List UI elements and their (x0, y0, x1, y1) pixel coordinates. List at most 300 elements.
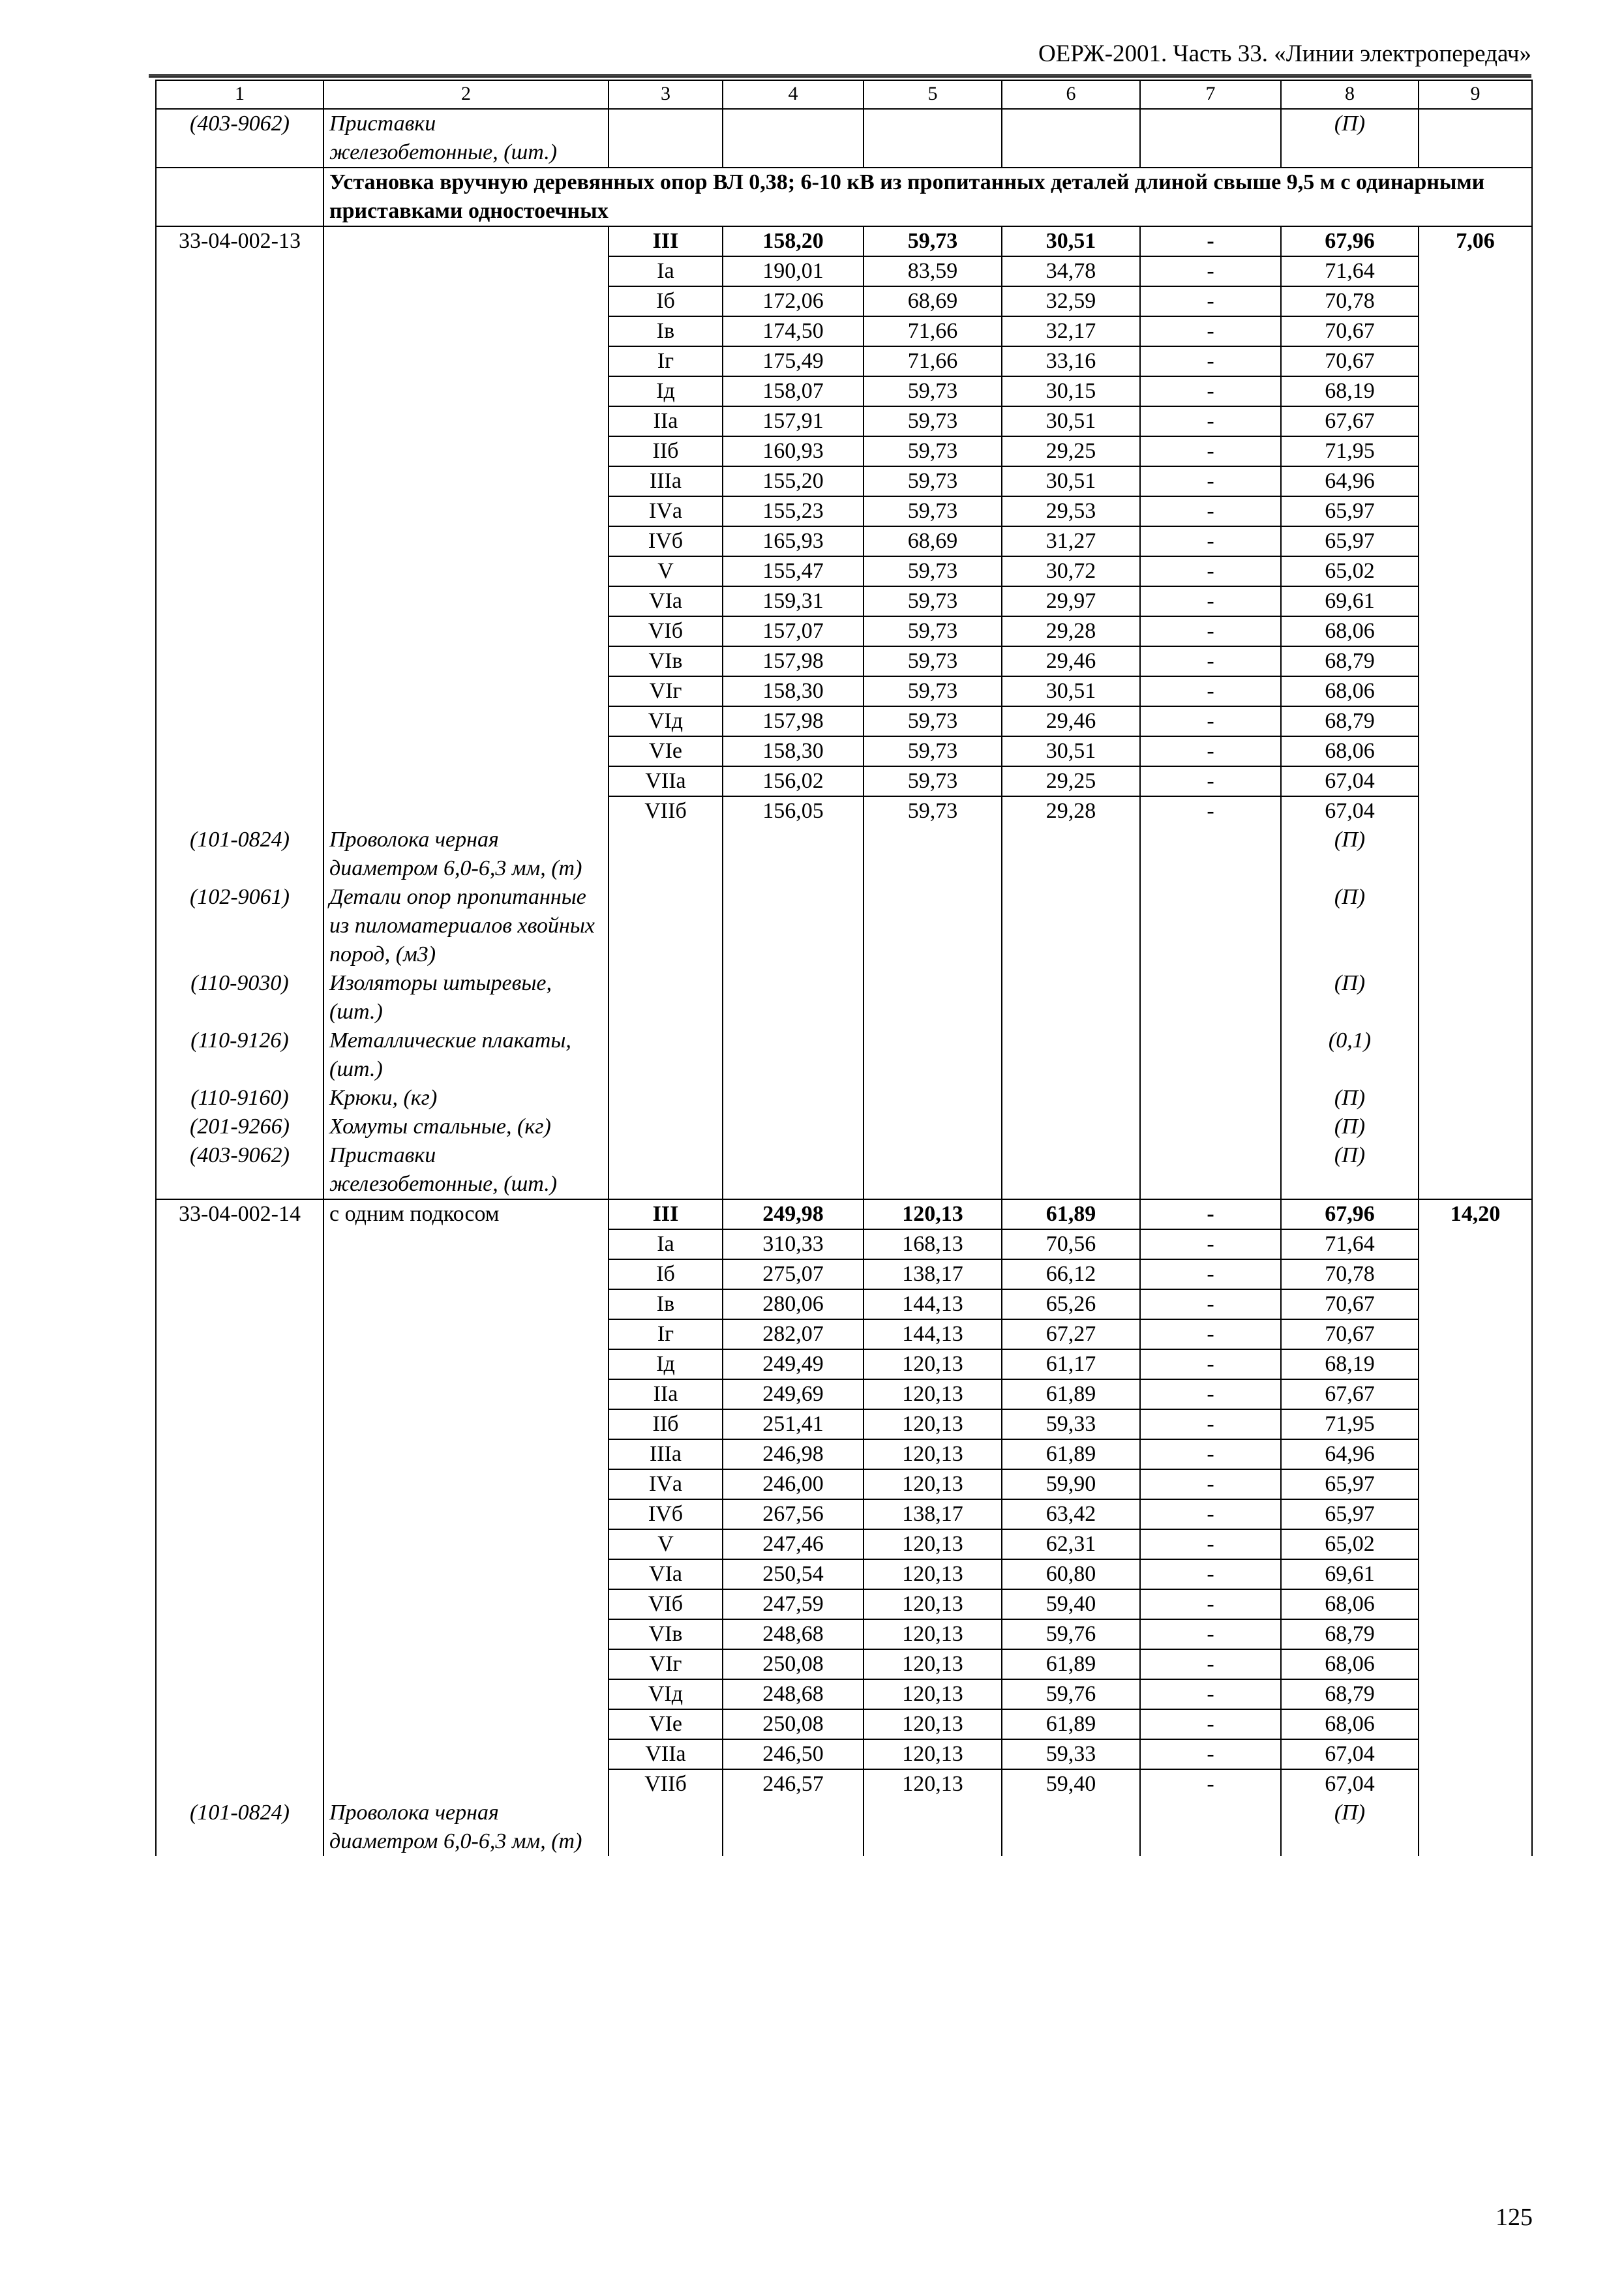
rate-value: 59,33 (1002, 1409, 1140, 1439)
empty-cell (156, 1229, 323, 1259)
rate-value: 174,50 (723, 316, 864, 346)
rate-value: 29,28 (1002, 616, 1140, 646)
empty-cell (156, 256, 323, 286)
rate-value: 275,07 (723, 1259, 864, 1289)
rate-value: 246,50 (723, 1739, 864, 1769)
rate-value: 32,17 (1002, 316, 1140, 346)
empty-cell (1419, 1799, 1532, 1856)
empty-cell (1419, 466, 1532, 496)
empty-cell (156, 1649, 323, 1679)
rate-value: 158,30 (723, 676, 864, 706)
rate-value: 155,47 (723, 556, 864, 586)
rate-value: 30,51 (1002, 466, 1140, 496)
rate-row (156, 1709, 1532, 1739)
empty-cell (156, 406, 323, 436)
empty-cell (323, 346, 609, 376)
rate-value: 120,13 (864, 1349, 1002, 1379)
empty-cell (1002, 1084, 1140, 1113)
rate-name (323, 226, 609, 256)
empty-cell (723, 1113, 864, 1141)
rate-value: 267,56 (723, 1499, 864, 1529)
rate-row (156, 1619, 1532, 1649)
empty-cell (156, 1679, 323, 1709)
empty-cell (323, 1589, 609, 1619)
empty-cell (156, 1619, 323, 1649)
empty-cell (323, 1649, 609, 1679)
rate-value: 61,89 (1002, 1709, 1140, 1739)
rate-value: 59,73 (864, 736, 1002, 766)
rate-value: 29,28 (1002, 796, 1140, 826)
empty-cell (156, 556, 323, 586)
resource-norm: (0,1) (1281, 1026, 1419, 1084)
rate-value: 172,06 (723, 286, 864, 316)
resource-name: Хомуты стальные, (кг) (323, 1113, 609, 1141)
rate-value: 68,06 (1281, 736, 1419, 766)
empty-cell (323, 526, 609, 556)
empty-cell (156, 1529, 323, 1559)
rate-row (156, 1409, 1532, 1439)
rate-value: - (1140, 376, 1281, 406)
zone-code: III (609, 226, 723, 256)
empty-cell (1419, 586, 1532, 616)
rate-value: 120,13 (864, 1559, 1002, 1589)
rate-row (156, 1679, 1532, 1709)
empty-cell (1419, 346, 1532, 376)
column-number: 5 (864, 80, 1002, 109)
zone-code: VIд (609, 1679, 723, 1709)
section-title-row (156, 168, 1532, 226)
zone-code: VIв (609, 646, 723, 676)
rate-value: - (1140, 1769, 1281, 1799)
resource-code: (101-0824) (156, 826, 323, 883)
zone-code: VIб (609, 1589, 723, 1619)
rate-value: 155,20 (723, 466, 864, 496)
empty-cell (323, 646, 609, 676)
rate-value: 250,54 (723, 1559, 864, 1589)
empty-cell (1419, 1289, 1532, 1319)
resource-row (156, 826, 1532, 883)
empty-cell (1419, 1379, 1532, 1409)
rate-value: 59,40 (1002, 1769, 1140, 1799)
empty-cell (1140, 1113, 1281, 1141)
resource-row (156, 109, 1532, 168)
empty-cell (156, 1769, 323, 1799)
rate-value: 32,59 (1002, 286, 1140, 316)
rate-value: - (1140, 586, 1281, 616)
rate-value: 30,51 (1002, 406, 1140, 436)
rate-value: 248,68 (723, 1679, 864, 1709)
rate-value: 157,98 (723, 706, 864, 736)
empty-cell (156, 316, 323, 346)
empty-cell (1419, 1709, 1532, 1739)
empty-cell (323, 1769, 609, 1799)
empty-cell (1419, 1319, 1532, 1349)
rate-value: - (1140, 1469, 1281, 1499)
empty-cell (609, 969, 723, 1026)
empty-cell (323, 286, 609, 316)
rate-value: 246,57 (723, 1769, 864, 1799)
rate-value: 30,15 (1002, 376, 1140, 406)
rate-row (156, 226, 1532, 256)
zone-code: Iа (609, 256, 723, 286)
empty-cell (1419, 676, 1532, 706)
empty-cell (156, 526, 323, 556)
empty-cell (864, 969, 1002, 1026)
empty-cell (1419, 1769, 1532, 1799)
rate-value: 66,12 (1002, 1259, 1140, 1289)
empty-cell (864, 1141, 1002, 1199)
column-number: 6 (1002, 80, 1140, 109)
rate-value: - (1140, 676, 1281, 706)
empty-cell (1419, 526, 1532, 556)
zone-code: Iг (609, 1319, 723, 1349)
empty-cell (1419, 646, 1532, 676)
rate-value: 156,05 (723, 796, 864, 826)
rate-row (156, 1499, 1532, 1529)
rate-value: - (1140, 526, 1281, 556)
rate-value: 120,13 (864, 1379, 1002, 1409)
empty-cell (1419, 1439, 1532, 1469)
empty-cell (723, 969, 864, 1026)
empty-cell (1419, 256, 1532, 286)
rate-value: 71,66 (864, 316, 1002, 346)
empty-cell (156, 1289, 323, 1319)
rate-value: 138,17 (864, 1259, 1002, 1289)
zone-code: Iг (609, 346, 723, 376)
empty-cell (1002, 1113, 1140, 1141)
resource-norm: (П) (1281, 1799, 1419, 1856)
empty-cell (1419, 406, 1532, 436)
empty-cell (323, 316, 609, 346)
rate-value: 120,13 (864, 1649, 1002, 1679)
zone-code: IIа (609, 1379, 723, 1409)
rate-code: 33-04-002-13 (156, 226, 323, 256)
empty-cell (323, 1349, 609, 1379)
resource-norm: (П) (1281, 969, 1419, 1026)
zone-code: VIе (609, 736, 723, 766)
empty-cell (1419, 1469, 1532, 1499)
empty-cell (156, 616, 323, 646)
resource-norm: (П) (1281, 1113, 1419, 1141)
column-number: 3 (609, 80, 723, 109)
rate-value: 120,13 (864, 1739, 1002, 1769)
resource-norm: (П) (1281, 883, 1419, 969)
rate-value: 59,73 (864, 226, 1002, 256)
rate-row (156, 1529, 1532, 1559)
rate-value: 68,06 (1281, 616, 1419, 646)
resource-code: (110-9160) (156, 1084, 323, 1113)
resource-row (156, 1084, 1532, 1113)
rate-row (156, 1649, 1532, 1679)
page-number: 125 (1496, 2204, 1533, 2231)
rate-value: 71,66 (864, 346, 1002, 376)
empty-cell (156, 1259, 323, 1289)
resource-code: (102-9061) (156, 883, 323, 969)
empty-cell (323, 616, 609, 646)
rate-value: - (1140, 1199, 1281, 1229)
empty-cell (323, 1229, 609, 1259)
document-title: ОЕРЖ-2001. Часть 33. «Линии электропередач» (1038, 40, 1531, 67)
rate-value: 68,06 (1281, 1589, 1419, 1619)
rates-table-container (155, 80, 1531, 1856)
empty-cell (723, 1026, 864, 1084)
empty-cell (156, 1349, 323, 1379)
resource-name: Приставки железобетонные, (шт.) (323, 109, 609, 168)
rate-value: 59,73 (864, 436, 1002, 466)
empty-cell (1419, 1499, 1532, 1529)
rate-value: 120,13 (864, 1709, 1002, 1739)
zone-code: IVб (609, 526, 723, 556)
rates-table (155, 80, 1533, 1856)
empty-cell (323, 766, 609, 796)
rate-value: 64,96 (1281, 1439, 1419, 1469)
rate-value: - (1140, 646, 1281, 676)
empty-cell (323, 706, 609, 736)
rate-row (156, 1199, 1532, 1229)
zone-code: IVа (609, 1469, 723, 1499)
rate-value: 120,13 (864, 1409, 1002, 1439)
rate-value: 250,08 (723, 1649, 864, 1679)
rate-row (156, 436, 1532, 466)
zone-code: VIIб (609, 1769, 723, 1799)
empty-cell (323, 1289, 609, 1319)
rate-row (156, 1469, 1532, 1499)
empty-cell (723, 1141, 864, 1199)
zone-code: VIа (609, 586, 723, 616)
rate-value: - (1140, 706, 1281, 736)
rate-value: 61,89 (1002, 1649, 1140, 1679)
empty-cell (156, 436, 323, 466)
rate-value: - (1140, 1739, 1281, 1769)
rate-value: 59,73 (864, 676, 1002, 706)
rate-value: 165,93 (723, 526, 864, 556)
resource-norm: (П) (1281, 1084, 1419, 1113)
rate-value: 61,89 (1002, 1199, 1140, 1229)
rate-row (156, 466, 1532, 496)
rate-value: 158,20 (723, 226, 864, 256)
empty-cell (156, 286, 323, 316)
rate-value: 157,07 (723, 616, 864, 646)
rate-value: 68,69 (864, 286, 1002, 316)
rate-value: 59,73 (864, 586, 1002, 616)
rate-row (156, 586, 1532, 616)
empty-cell (723, 883, 864, 969)
empty-cell (156, 1559, 323, 1589)
rate-value: 156,02 (723, 766, 864, 796)
empty-cell (156, 646, 323, 676)
rate-value: - (1140, 1499, 1281, 1529)
empty-cell (1419, 1026, 1532, 1084)
rate-value: 247,59 (723, 1589, 864, 1619)
resource-row (156, 1141, 1532, 1199)
rate-row (156, 676, 1532, 706)
empty-cell (1419, 1259, 1532, 1289)
zone-code: IIб (609, 1409, 723, 1439)
column-number-row (156, 80, 1532, 109)
rate-value: - (1140, 1619, 1281, 1649)
rate-value: 30,72 (1002, 556, 1140, 586)
empty-cell (1419, 1559, 1532, 1589)
zone-code: VIг (609, 676, 723, 706)
resource-name: Детали опор пропитанные из пиломатериалов хвойных пород, (м3) (323, 883, 609, 969)
empty-cell (323, 1379, 609, 1409)
rate-value: 67,27 (1002, 1319, 1140, 1349)
empty-cell (1140, 1084, 1281, 1113)
rate-value: 67,96 (1281, 1199, 1419, 1229)
rate-value: 29,25 (1002, 436, 1140, 466)
zone-code: Iд (609, 376, 723, 406)
rate-row (156, 376, 1532, 406)
empty-cell (323, 436, 609, 466)
rate-row (156, 556, 1532, 586)
empty-cell (864, 1799, 1002, 1856)
rate-row (156, 1349, 1532, 1379)
empty-cell (323, 1469, 609, 1499)
zone-code: III (609, 1199, 723, 1229)
rate-value: - (1140, 736, 1281, 766)
rate-value: 59,33 (1002, 1739, 1140, 1769)
empty-cell (1002, 1026, 1140, 1084)
rate-value: 120,13 (864, 1619, 1002, 1649)
empty-cell (1419, 1589, 1532, 1619)
zone-code: VIб (609, 616, 723, 646)
resource-name: Приставки железобетонные, (шт.) (323, 1141, 609, 1199)
resource-norm: (П) (1281, 1141, 1419, 1199)
zone-code: Iд (609, 1349, 723, 1379)
column-number: 9 (1419, 80, 1532, 109)
rate-value: 29,46 (1002, 646, 1140, 676)
empty-cell (323, 1709, 609, 1739)
rate-value: 157,98 (723, 646, 864, 676)
rate-value: 67,96 (1281, 226, 1419, 256)
rate-value: 159,31 (723, 586, 864, 616)
rate-row (156, 1439, 1532, 1469)
zone-code: Iв (609, 1289, 723, 1319)
empty-cell (323, 556, 609, 586)
rate-row (156, 496, 1532, 526)
rate-value: 59,73 (864, 796, 1002, 826)
zone-code: VIIб (609, 796, 723, 826)
column-number: 7 (1140, 80, 1281, 109)
empty-cell (1419, 1619, 1532, 1649)
rate-value: - (1140, 316, 1281, 346)
rate-value: 246,98 (723, 1439, 864, 1469)
zone-code: IVа (609, 496, 723, 526)
empty-cell (156, 1379, 323, 1409)
resource-name: Проволока черная диаметром 6,0-6,3 мм, (т) (323, 1799, 609, 1856)
rate-value: 175,49 (723, 346, 864, 376)
rate-value: 68,19 (1281, 376, 1419, 406)
rate-value: 30,51 (1002, 226, 1140, 256)
rate-value: 62,31 (1002, 1529, 1140, 1559)
rate-value: - (1140, 1529, 1281, 1559)
zone-code: VIд (609, 706, 723, 736)
empty-cell (156, 1709, 323, 1739)
rate-value: 68,79 (1281, 1679, 1419, 1709)
empty-cell (723, 826, 864, 883)
resource-name: Металлические плакаты, (шт.) (323, 1026, 609, 1084)
empty-cell (156, 586, 323, 616)
rate-value: - (1140, 1559, 1281, 1589)
rate-value: 120,13 (864, 1679, 1002, 1709)
rate-value: 33,16 (1002, 346, 1140, 376)
rate-value: 65,97 (1281, 526, 1419, 556)
empty-cell (1140, 1141, 1281, 1199)
rate-value: 247,46 (723, 1529, 864, 1559)
rate-value: 59,73 (864, 496, 1002, 526)
empty-cell (1419, 1739, 1532, 1769)
rate-row (156, 736, 1532, 766)
rate-value: 69,61 (1281, 586, 1419, 616)
rate-value: - (1140, 436, 1281, 466)
rate-value: 65,97 (1281, 1499, 1419, 1529)
empty-cell (1419, 883, 1532, 969)
empty-cell (156, 1499, 323, 1529)
rate-value: 67,67 (1281, 406, 1419, 436)
empty-cell (1419, 496, 1532, 526)
rate-value: 138,17 (864, 1499, 1002, 1529)
rate-name: с одним подкосом (323, 1199, 609, 1229)
empty-cell (1419, 826, 1532, 883)
resource-norm: (П) (1281, 109, 1419, 168)
empty-cell (1002, 969, 1140, 1026)
empty-cell (864, 1026, 1002, 1084)
empty-cell (156, 1439, 323, 1469)
rate-value: 59,40 (1002, 1589, 1140, 1619)
rate-value: - (1140, 1259, 1281, 1289)
rate-value: 64,96 (1281, 466, 1419, 496)
page-header (149, 38, 1531, 78)
rate-value: 70,67 (1281, 1319, 1419, 1349)
rate-value: 59,73 (864, 376, 1002, 406)
resource-row (156, 1799, 1532, 1856)
empty-cell (156, 766, 323, 796)
empty-cell (1140, 883, 1281, 969)
zone-code: VIе (609, 1709, 723, 1739)
empty-cell (156, 1469, 323, 1499)
rate-value: 67,67 (1281, 1379, 1419, 1409)
resource-row (156, 1026, 1532, 1084)
rate-value: 251,41 (723, 1409, 864, 1439)
zone-code: VIа (609, 1559, 723, 1589)
rate-value: 68,79 (1281, 646, 1419, 676)
rate-value: 168,13 (864, 1229, 1002, 1259)
rate-value: 249,98 (723, 1199, 864, 1229)
rate-row (156, 526, 1532, 556)
rate-code: 33-04-002-14 (156, 1199, 323, 1229)
rate-value: 120,13 (864, 1439, 1002, 1469)
rate-value: 65,02 (1281, 556, 1419, 586)
rate-row (156, 1769, 1532, 1799)
column-number: 8 (1281, 80, 1419, 109)
rate-row (156, 796, 1532, 826)
empty-cell (323, 796, 609, 826)
rate-col9: 14,20 (1419, 1199, 1532, 1229)
empty-cell (1419, 1141, 1532, 1199)
rate-row (156, 616, 1532, 646)
empty-cell (323, 1679, 609, 1709)
empty-cell (1419, 1349, 1532, 1379)
empty-cell (1419, 376, 1532, 406)
rate-value: 71,64 (1281, 1229, 1419, 1259)
rate-value: 120,13 (864, 1199, 1002, 1229)
rate-value: 282,07 (723, 1319, 864, 1349)
resource-code: (403-9062) (156, 109, 323, 168)
rate-row (156, 1739, 1532, 1769)
zone-code: IIб (609, 436, 723, 466)
rate-value: - (1140, 466, 1281, 496)
rate-row (156, 1559, 1532, 1589)
